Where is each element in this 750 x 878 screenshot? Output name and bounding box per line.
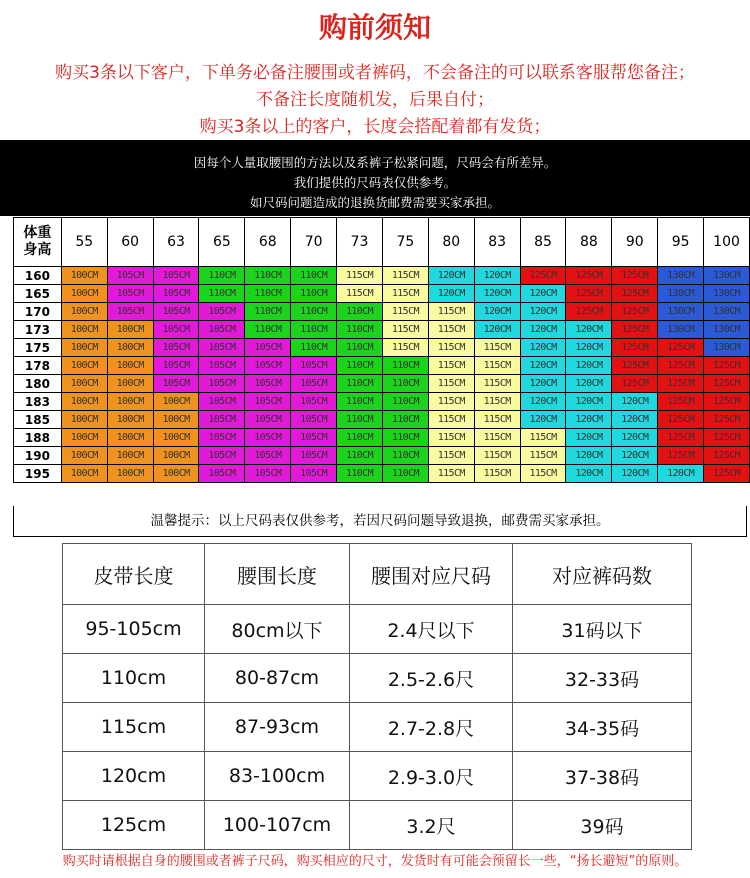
belt-size-cell: 120CM xyxy=(566,375,612,393)
belt-size-cell: 125CM xyxy=(612,375,658,393)
belt-size-cell: 115CM xyxy=(474,429,520,447)
belt-size-cell: 125CM xyxy=(704,357,750,375)
belt-size-cell: 120CM xyxy=(566,447,612,465)
belt-size-cell: 100CM xyxy=(153,411,199,429)
belt-size-cell: 125CM xyxy=(612,357,658,375)
belt-size-cell: 115CM xyxy=(474,465,520,483)
belt-size-cell: 110CM xyxy=(382,429,428,447)
size-chart-row xyxy=(14,285,750,303)
belt-size-cell: 125CM xyxy=(612,267,658,285)
belt-size-cell: 130CM xyxy=(658,267,704,285)
size-chart-tip: 温馨提示：以上尺码表仅供参考，若因尺码问题导致退换，邮费需买家承担。 xyxy=(13,506,747,537)
belt-size-cell: 110CM xyxy=(337,321,383,339)
belt-size-cell: 110CM xyxy=(291,285,337,303)
belt-size-cell: 110CM xyxy=(382,375,428,393)
belt-size-cell: 110CM xyxy=(291,321,337,339)
weight-header-cell: 100 xyxy=(704,218,750,267)
belt-size-cell: 120CM xyxy=(520,339,566,357)
weight-header-cell: 68 xyxy=(245,218,291,267)
belt-size-cell: 105CM xyxy=(107,285,153,303)
height-cell: 160 xyxy=(14,267,62,285)
belt-size-cell: 105CM xyxy=(291,447,337,465)
belt-table-cell: 125cm xyxy=(63,801,205,850)
belt-size-cell: 100CM xyxy=(153,429,199,447)
belt-size-cell: 105CM xyxy=(199,357,245,375)
belt-size-cell: 100CM xyxy=(153,465,199,483)
size-chart-row xyxy=(14,357,750,375)
belt-table-cell: 95-105cm xyxy=(63,605,205,654)
belt-table-cell: 39码 xyxy=(513,801,692,850)
belt-size-cell: 110CM xyxy=(245,303,291,321)
belt-size-cell: 110CM xyxy=(245,321,291,339)
belt-size-cell: 100CM xyxy=(61,321,107,339)
belt-size-cell: 125CM xyxy=(658,375,704,393)
size-chart-row xyxy=(14,375,750,393)
belt-size-cell: 125CM xyxy=(520,267,566,285)
belt-size-cell: 125CM xyxy=(566,267,612,285)
height-cell: 188 xyxy=(14,429,62,447)
belt-size-cell: 110CM xyxy=(382,357,428,375)
belt-size-cell: 110CM xyxy=(382,465,428,483)
belt-size-cell: 125CM xyxy=(566,303,612,321)
belt-size-cell: 130CM xyxy=(704,321,750,339)
belt-size-cell: 110CM xyxy=(382,411,428,429)
disclaimer-banner xyxy=(0,140,750,216)
belt-size-cell: 115CM xyxy=(474,375,520,393)
weight-header-cell: 90 xyxy=(612,218,658,267)
belt-size-cell: 125CM xyxy=(658,393,704,411)
belt-size-cell: 105CM xyxy=(153,375,199,393)
belt-size-cell: 120CM xyxy=(612,429,658,447)
belt-size-cell: 115CM xyxy=(520,465,566,483)
belt-size-cell: 125CM xyxy=(658,429,704,447)
belt-size-cell: 115CM xyxy=(474,411,520,429)
belt-size-cell: 105CM xyxy=(291,411,337,429)
belt-size-cell: 115CM xyxy=(474,447,520,465)
belt-size-cell: 105CM xyxy=(153,321,199,339)
belt-size-cell: 120CM xyxy=(520,321,566,339)
size-chart-row xyxy=(14,429,750,447)
notice-line-2: 不备注长度随机发，后果自付； xyxy=(256,90,494,110)
size-chart-row xyxy=(14,447,750,465)
disclaimer-line-3: 如尺码问题造成的退换货邮费需要买家承担。 xyxy=(249,195,500,210)
belt-size-cell: 120CM xyxy=(612,465,658,483)
belt-size-cell: 100CM xyxy=(107,321,153,339)
belt-size-cell: 120CM xyxy=(428,267,474,285)
belt-size-cell: 100CM xyxy=(61,357,107,375)
belt-size-cell: 115CM xyxy=(428,465,474,483)
disclaimer-line-1: 因每个人量取腰围的方法以及系裤子松紧问题，尺码会有所差异。 xyxy=(193,155,557,170)
belt-size-cell: 100CM xyxy=(61,285,107,303)
belt-size-cell: 115CM xyxy=(428,393,474,411)
belt-size-cell: 100CM xyxy=(107,375,153,393)
height-cell: 190 xyxy=(14,447,62,465)
weight-header-cell: 95 xyxy=(658,218,704,267)
belt-size-cell: 125CM xyxy=(612,303,658,321)
belt-table-header-cell: 腰围对应尺码 xyxy=(350,544,513,605)
belt-size-cell: 105CM xyxy=(153,357,199,375)
belt-size-cell: 105CM xyxy=(199,321,245,339)
belt-size-cell: 125CM xyxy=(566,285,612,303)
belt-size-cell: 120CM xyxy=(520,357,566,375)
belt-size-cell: 105CM xyxy=(245,375,291,393)
belt-size-cell: 105CM xyxy=(107,303,153,321)
belt-size-cell: 105CM xyxy=(153,267,199,285)
height-cell: 195 xyxy=(14,465,62,483)
weight-header-cell: 73 xyxy=(337,218,383,267)
belt-size-cell: 115CM xyxy=(382,285,428,303)
belt-table-row xyxy=(63,801,692,850)
weight-header-cell: 80 xyxy=(428,218,474,267)
belt-size-cell: 125CM xyxy=(658,339,704,357)
belt-size-cell: 110CM xyxy=(382,447,428,465)
belt-table-header-row xyxy=(63,544,692,605)
size-chart-header-row xyxy=(14,218,750,267)
belt-size-cell: 100CM xyxy=(107,465,153,483)
belt-size-cell: 105CM xyxy=(199,447,245,465)
size-chart-row xyxy=(14,393,750,411)
belt-size-cell: 120CM xyxy=(658,465,704,483)
belt-size-cell: 115CM xyxy=(382,303,428,321)
belt-size-cell: 105CM xyxy=(291,393,337,411)
belt-size-cell: 100CM xyxy=(61,375,107,393)
height-cell: 178 xyxy=(14,357,62,375)
belt-size-cell: 105CM xyxy=(245,357,291,375)
belt-size-cell: 125CM xyxy=(704,447,750,465)
belt-size-cell: 110CM xyxy=(245,285,291,303)
belt-size-cell: 100CM xyxy=(61,393,107,411)
belt-size-cell: 105CM xyxy=(153,339,199,357)
belt-size-cell: 105CM xyxy=(199,339,245,357)
belt-size-cell: 115CM xyxy=(520,447,566,465)
belt-size-cell: 100CM xyxy=(107,429,153,447)
belt-size-cell: 105CM xyxy=(199,393,245,411)
notice-line-1: 购买3条以下客户，下单务必备注腰围或者裤码，不会备注的可以联系客服帮您备注； xyxy=(55,63,695,83)
belt-size-cell: 110CM xyxy=(291,267,337,285)
belt-size-cell: 130CM xyxy=(704,339,750,357)
belt-table-cell: 120cm xyxy=(63,752,205,801)
belt-size-cell: 110CM xyxy=(337,339,383,357)
belt-size-cell: 120CM xyxy=(566,357,612,375)
belt-size-cell: 120CM xyxy=(566,411,612,429)
belt-size-cell: 125CM xyxy=(704,393,750,411)
belt-table-cell: 2.4尺以下 xyxy=(350,605,513,654)
belt-size-cell: 100CM xyxy=(107,339,153,357)
belt-size-cell: 100CM xyxy=(107,411,153,429)
belt-size-cell: 125CM xyxy=(658,447,704,465)
belt-size-cell: 115CM xyxy=(428,339,474,357)
belt-size-cell: 105CM xyxy=(245,429,291,447)
belt-size-cell: 115CM xyxy=(337,267,383,285)
belt-table-cell: 32-33码 xyxy=(513,654,692,703)
belt-size-cell: 110CM xyxy=(199,285,245,303)
height-cell: 173 xyxy=(14,321,62,339)
belt-size-cell: 105CM xyxy=(199,465,245,483)
belt-size-cell: 100CM xyxy=(153,393,199,411)
belt-size-cell: 115CM xyxy=(382,267,428,285)
size-chart-row xyxy=(14,321,750,339)
height-cell: 175 xyxy=(14,339,62,357)
belt-size-cell: 115CM xyxy=(474,357,520,375)
height-cell: 170 xyxy=(14,303,62,321)
belt-size-cell: 115CM xyxy=(382,321,428,339)
size-chart-row xyxy=(14,339,750,357)
belt-size-cell: 105CM xyxy=(245,339,291,357)
belt-size-cell: 110CM xyxy=(337,393,383,411)
belt-size-cell: 130CM xyxy=(658,303,704,321)
belt-size-cell: 130CM xyxy=(704,267,750,285)
belt-size-cell: 110CM xyxy=(337,465,383,483)
belt-size-cell: 105CM xyxy=(291,429,337,447)
belt-table-header-cell: 对应裤码数 xyxy=(513,544,692,605)
belt-size-cell: 125CM xyxy=(612,339,658,357)
belt-size-cell: 115CM xyxy=(520,429,566,447)
belt-size-cell: 130CM xyxy=(704,285,750,303)
belt-size-cell: 125CM xyxy=(704,411,750,429)
weight-header-cell: 70 xyxy=(291,218,337,267)
size-chart-row xyxy=(14,411,750,429)
belt-size-cell: 105CM xyxy=(199,303,245,321)
belt-size-cell: 105CM xyxy=(291,357,337,375)
belt-size-cell: 105CM xyxy=(153,303,199,321)
belt-size-cell: 100CM xyxy=(61,411,107,429)
belt-table-cell: 2.7-2.8尺 xyxy=(350,703,513,752)
belt-size-cell: 125CM xyxy=(658,411,704,429)
belt-size-cell: 120CM xyxy=(520,375,566,393)
page-title: 购前须知 xyxy=(318,11,431,44)
weight-header-cell: 85 xyxy=(520,218,566,267)
belt-table-row xyxy=(63,703,692,752)
belt-size-cell: 120CM xyxy=(612,411,658,429)
belt-size-cell: 130CM xyxy=(658,285,704,303)
belt-size-cell: 100CM xyxy=(61,447,107,465)
belt-size-cell: 115CM xyxy=(382,339,428,357)
size-chart-row xyxy=(14,465,750,483)
weight-header-cell: 63 xyxy=(153,218,199,267)
belt-size-cell: 120CM xyxy=(612,447,658,465)
belt-table-cell: 37-38码 xyxy=(513,752,692,801)
weight-header-cell: 88 xyxy=(566,218,612,267)
belt-size-cell: 100CM xyxy=(61,465,107,483)
belt-size-cell: 125CM xyxy=(704,465,750,483)
belt-size-cell: 115CM xyxy=(474,393,520,411)
belt-table-cell: 3.2尺 xyxy=(350,801,513,850)
belt-table-header-cell: 腰围长度 xyxy=(205,544,350,605)
belt-table-row xyxy=(63,752,692,801)
belt-size-cell: 110CM xyxy=(291,303,337,321)
belt-size-cell: 115CM xyxy=(428,411,474,429)
belt-table-row xyxy=(63,654,692,703)
belt-table-cell: 87-93cm xyxy=(205,703,350,752)
height-cell: 180 xyxy=(14,375,62,393)
height-cell: 183 xyxy=(14,393,62,411)
belt-size-cell: 105CM xyxy=(245,393,291,411)
belt-size-cell: 115CM xyxy=(428,321,474,339)
belt-size-cell: 100CM xyxy=(153,447,199,465)
size-chart-row xyxy=(14,303,750,321)
belt-size-cell: 110CM xyxy=(337,447,383,465)
belt-size-cell: 120CM xyxy=(566,339,612,357)
weight-header-cell: 75 xyxy=(382,218,428,267)
disclaimer-line-2: 我们提供的尺码表仅供参考。 xyxy=(293,175,457,190)
belt-size-cell: 125CM xyxy=(704,429,750,447)
belt-size-table xyxy=(62,543,692,850)
height-cell: 165 xyxy=(14,285,62,303)
belt-table-cell: 83-100cm xyxy=(205,752,350,801)
belt-table-cell: 100-107cm xyxy=(205,801,350,850)
belt-size-cell: 100CM xyxy=(107,447,153,465)
belt-size-cell: 110CM xyxy=(199,267,245,285)
belt-table-cell: 2.5-2.6尺 xyxy=(350,654,513,703)
belt-size-cell: 100CM xyxy=(107,357,153,375)
belt-size-cell: 120CM xyxy=(566,429,612,447)
belt-size-cell: 120CM xyxy=(474,285,520,303)
weight-header-cell: 65 xyxy=(199,218,245,267)
belt-size-cell: 120CM xyxy=(566,465,612,483)
belt-size-cell: 115CM xyxy=(474,339,520,357)
belt-table-cell: 31码以下 xyxy=(513,605,692,654)
belt-size-cell: 105CM xyxy=(245,411,291,429)
belt-size-cell: 105CM xyxy=(291,375,337,393)
belt-size-cell: 115CM xyxy=(428,357,474,375)
belt-size-cell: 105CM xyxy=(107,267,153,285)
belt-size-cell: 120CM xyxy=(566,321,612,339)
belt-size-cell: 110CM xyxy=(382,393,428,411)
belt-size-cell: 100CM xyxy=(61,267,107,285)
belt-size-cell: 115CM xyxy=(428,303,474,321)
footer-note: 购买时请根据自身的腰围或者裤子尺码，购买相应的尺寸，发货时有可能会预留长一些，“扬长避短”的原则。 xyxy=(62,854,688,869)
corner-weight-label: 体重 xyxy=(23,225,52,241)
belt-size-cell: 115CM xyxy=(428,375,474,393)
belt-size-cell: 130CM xyxy=(658,321,704,339)
belt-size-cell: 120CM xyxy=(474,303,520,321)
belt-size-cell: 110CM xyxy=(337,411,383,429)
belt-size-cell: 115CM xyxy=(428,447,474,465)
belt-size-cell: 125CM xyxy=(612,321,658,339)
belt-table-cell: 110cm xyxy=(63,654,205,703)
belt-table-cell: 34-35码 xyxy=(513,703,692,752)
weight-header-cell: 60 xyxy=(107,218,153,267)
belt-size-cell: 120CM xyxy=(474,321,520,339)
belt-size-cell: 120CM xyxy=(520,303,566,321)
size-chart-table xyxy=(13,217,750,483)
belt-size-cell: 120CM xyxy=(612,393,658,411)
belt-size-cell: 110CM xyxy=(291,339,337,357)
belt-size-cell: 110CM xyxy=(337,429,383,447)
belt-size-cell: 105CM xyxy=(199,411,245,429)
belt-table-cell: 80cm以下 xyxy=(205,605,350,654)
belt-table-row xyxy=(63,605,692,654)
belt-size-cell: 105CM xyxy=(245,465,291,483)
corner-height-label: 身高 xyxy=(23,242,52,258)
belt-size-cell: 105CM xyxy=(291,465,337,483)
belt-size-cell: 120CM xyxy=(520,285,566,303)
weight-header-cell: 55 xyxy=(61,218,107,267)
belt-size-cell: 105CM xyxy=(199,429,245,447)
belt-table-cell: 2.9-3.0尺 xyxy=(350,752,513,801)
belt-size-cell: 105CM xyxy=(153,285,199,303)
belt-size-cell: 115CM xyxy=(428,429,474,447)
belt-size-cell: 130CM xyxy=(704,303,750,321)
belt-size-cell: 120CM xyxy=(566,393,612,411)
belt-size-cell: 120CM xyxy=(520,393,566,411)
weight-header-cell: 83 xyxy=(474,218,520,267)
belt-size-cell: 125CM xyxy=(704,375,750,393)
corner-cell xyxy=(14,218,62,267)
belt-size-cell: 120CM xyxy=(474,267,520,285)
belt-size-cell: 110CM xyxy=(245,267,291,285)
belt-table-header-cell: 皮带长度 xyxy=(63,544,205,605)
belt-size-cell: 115CM xyxy=(337,285,383,303)
belt-table-cell: 115cm xyxy=(63,703,205,752)
belt-size-cell: 125CM xyxy=(612,285,658,303)
height-cell: 185 xyxy=(14,411,62,429)
belt-size-cell: 100CM xyxy=(61,429,107,447)
belt-size-cell: 100CM xyxy=(107,393,153,411)
belt-size-cell: 120CM xyxy=(520,411,566,429)
belt-size-cell: 110CM xyxy=(337,375,383,393)
belt-size-cell: 100CM xyxy=(61,339,107,357)
belt-size-cell: 120CM xyxy=(428,285,474,303)
size-chart-row xyxy=(14,267,750,285)
belt-size-cell: 100CM xyxy=(61,303,107,321)
belt-size-cell: 110CM xyxy=(337,303,383,321)
belt-size-cell: 125CM xyxy=(658,357,704,375)
belt-size-cell: 105CM xyxy=(199,375,245,393)
notice-line-3: 购买3条以上的客户，长度会搭配着都有发货； xyxy=(199,117,551,137)
belt-table-cell: 80-87cm xyxy=(205,654,350,703)
belt-size-cell: 105CM xyxy=(245,447,291,465)
belt-size-cell: 110CM xyxy=(337,357,383,375)
